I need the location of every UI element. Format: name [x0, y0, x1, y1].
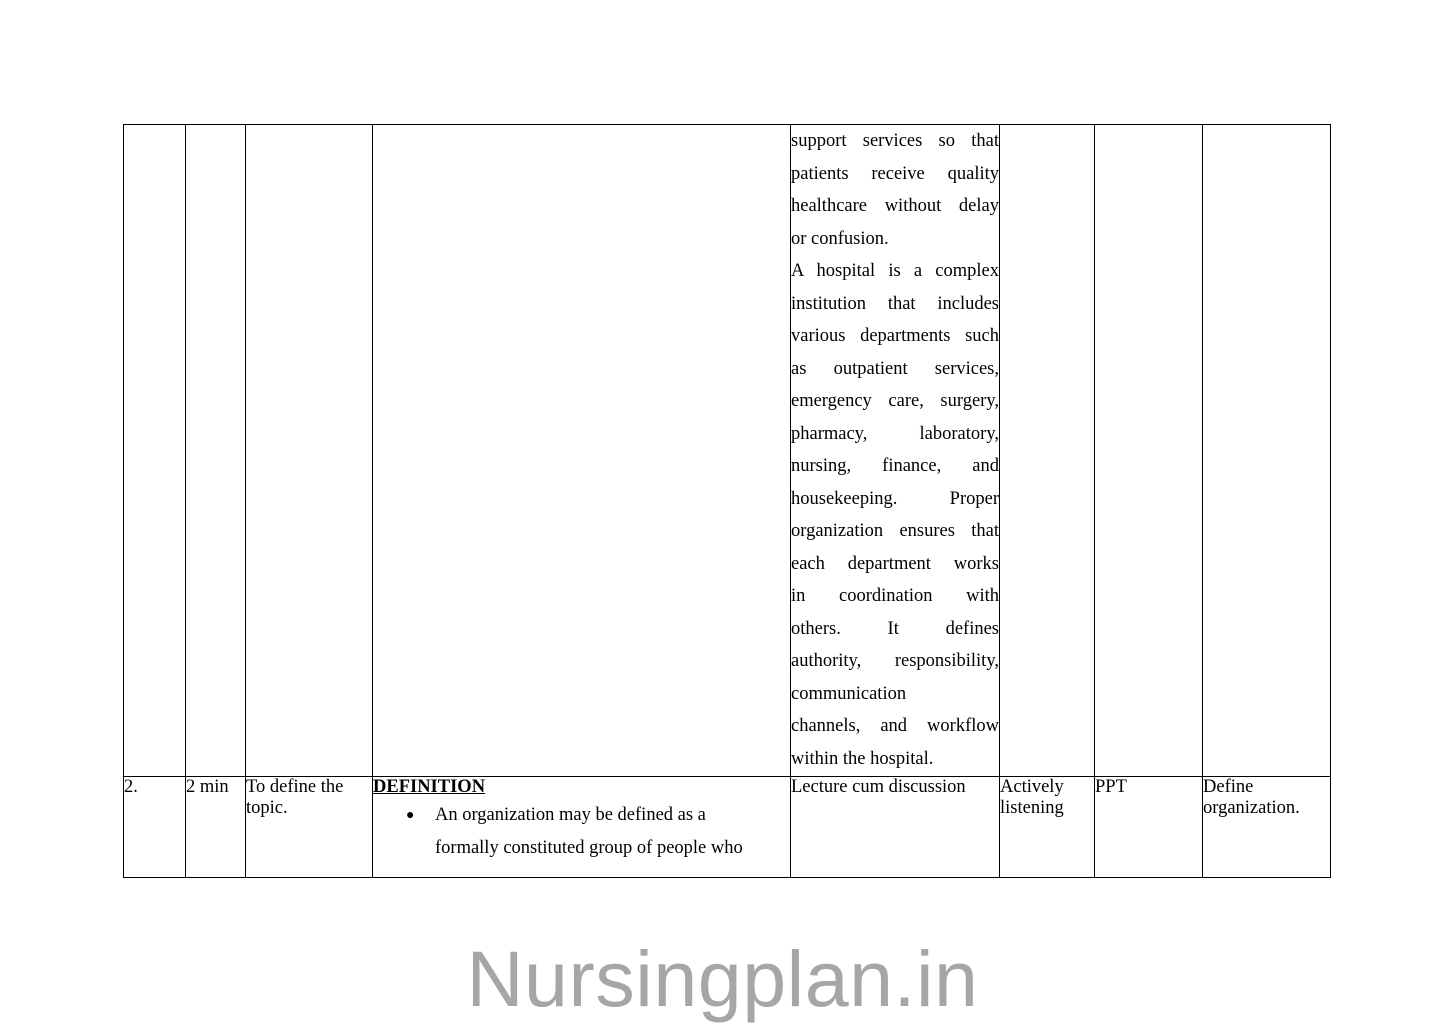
- text-line: nursing, finance, and: [791, 456, 999, 476]
- text-line: patients receive quality: [791, 163, 999, 184]
- content-cell: [373, 125, 791, 777]
- text-line: channels, and workflow: [791, 716, 999, 736]
- evaluation-cell: [1203, 125, 1331, 777]
- av-aid-text: PPT: [1095, 777, 1127, 797]
- av-aid-cell: [1095, 777, 1203, 878]
- watermark: Nursingplan.in: [466, 934, 979, 1023]
- text-line: emergency care, surgery,: [791, 391, 999, 411]
- text-line: healthcare without delay: [791, 196, 999, 216]
- text-line: others. It defines: [791, 618, 999, 639]
- text-line: authority, responsibility,: [791, 651, 999, 671]
- text-line: support services so that: [791, 131, 999, 151]
- objective-text: To define the topic.: [246, 777, 344, 818]
- text-line: organization ensures that: [791, 521, 999, 541]
- time-cell: [186, 125, 246, 777]
- evaluation-cell: [1203, 777, 1331, 878]
- text-line: housekeeping. Proper: [791, 488, 999, 509]
- lesson-plan-table: [123, 124, 1331, 878]
- definition-heading: DEFINITION: [373, 777, 486, 797]
- av-aid-cell: [1095, 125, 1203, 777]
- list-item: [406, 799, 790, 865]
- method-text: Lecture cum discussion: [791, 777, 966, 797]
- table-row: [124, 777, 1331, 878]
- bullet-line: An organization may be defined as a: [435, 805, 706, 825]
- text-line: within the hospital.: [791, 748, 934, 769]
- learner-activity-text: Actively listening: [1000, 777, 1064, 818]
- learner-activity-cell: [1000, 125, 1095, 777]
- text-line: various departments such: [791, 326, 999, 346]
- time-cell: [186, 777, 246, 878]
- text-line: institution that includes: [791, 293, 999, 314]
- method-cell: [791, 777, 1000, 878]
- sno-cell: [124, 125, 186, 777]
- text-line: A hospital is a complex: [791, 261, 999, 281]
- text-line: in coordination with: [791, 586, 999, 606]
- text-line: or confusion.: [791, 228, 889, 249]
- sno-cell: [124, 777, 186, 878]
- text-line: as outpatient services,: [791, 358, 999, 379]
- bullet-list: [373, 799, 790, 865]
- text-line: pharmacy, laboratory,: [791, 423, 999, 444]
- method-cell: [791, 125, 1000, 777]
- time-text: 2 min: [186, 777, 229, 797]
- bullet-line: formally constituted group of people who: [435, 838, 743, 858]
- content-cell: [373, 777, 791, 878]
- sno-text: 2.: [124, 777, 138, 797]
- evaluation-text: Define organization.: [1203, 777, 1300, 818]
- objective-cell: [246, 125, 373, 777]
- learner-activity-cell: [1000, 777, 1095, 878]
- bullet-icon: ●: [406, 808, 415, 823]
- text-line: communication: [791, 683, 907, 704]
- table-row: [124, 125, 1331, 777]
- text-line: each department works: [791, 553, 999, 574]
- objective-cell: [246, 777, 373, 878]
